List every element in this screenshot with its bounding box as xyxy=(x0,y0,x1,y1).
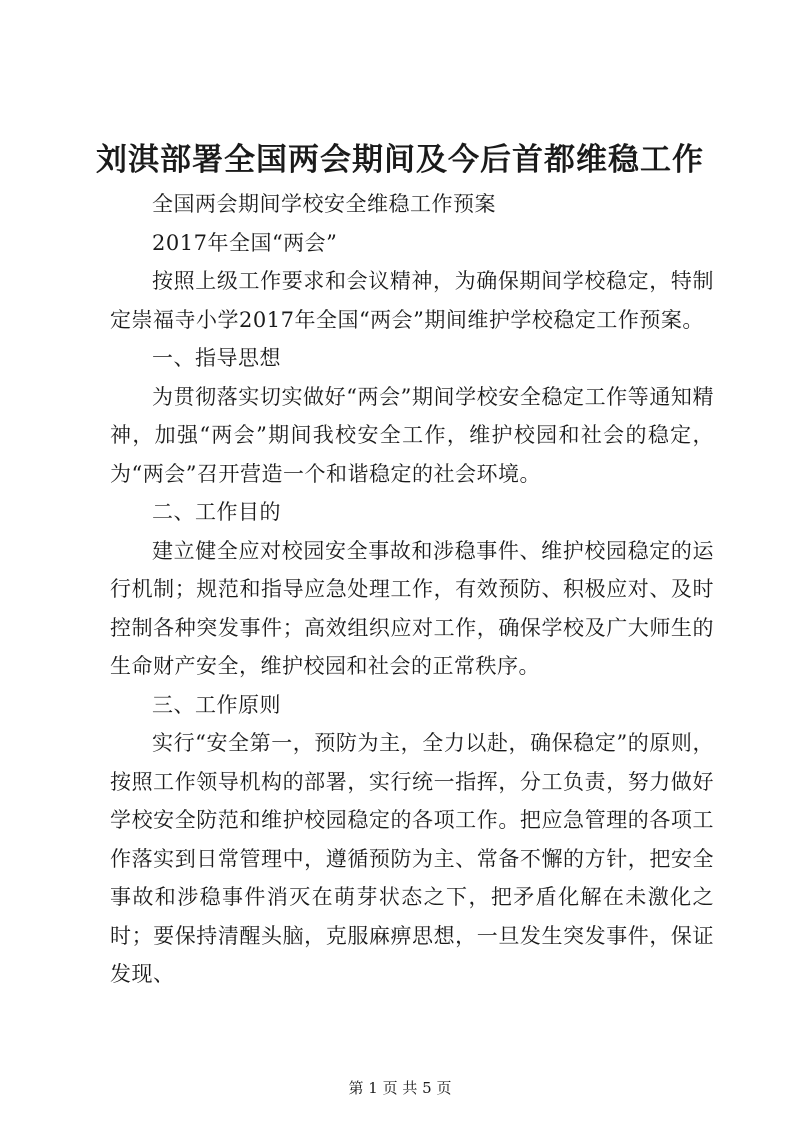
section-heading-guiding-ideology: 一、指导思想 xyxy=(152,346,281,370)
document-body xyxy=(110,185,714,994)
paragraph-year: 2017年全国“两会” xyxy=(152,230,338,255)
page-number-footer: 第 1 页 共 5 页 xyxy=(348,1079,452,1097)
paragraph-intro: 按照上级工作要求和会议精神，为确保期间学校稳定，特制定崇福寺小学2017年全国“两会”期间维护学校稳定工作预案。 xyxy=(110,269,714,332)
paragraph-guiding-ideology: 为贯彻落实切实做好“两会”期间学校安全稳定工作等通知精神，加强“两会”期间我校安全工作，维护校园和社会的稳定，为“两会”召开营造一个和谐稳定的社会环境。 xyxy=(110,384,714,486)
paragraph-work-purpose: 建立健全应对校园安全事故和涉稳事件、维护校园稳定的运行机制；规范和指导应急处理工作，有效预防、积极应对、及时控制各种突发事件；高效组织应对工作，确保学校及广大师生的生命财产安全，维护校园和社会的正常秩序。 xyxy=(110,538,714,678)
paragraph-work-principles: 实行“安全第一，预防为主，全力以赴，确保稳定”的原则，按照工作领导机构的部署，实行统一指挥，分工负责，努力做好学校安全防范和维护校园稳定的各项工作。把应急管理的各项工作落实到日常管理中，遵循预防为主、常备不懈的方针，把安全事故和涉稳事件消灭在萌芽状态之下，把矛盾化解在未激化之时；要保持清醒头脑，克服麻痹思想，一旦发生突发事件，保证发现、 xyxy=(110,731,714,986)
document-title: 刘淇部署全国两会期间及今后首都维稳工作 xyxy=(96,142,704,178)
paragraph-subtitle: 全国两会期间学校安全维稳工作预案 xyxy=(152,192,496,216)
section-heading-work-principles: 三、工作原则 xyxy=(152,692,281,717)
section-heading-work-purpose: 二、工作目的 xyxy=(152,500,281,524)
